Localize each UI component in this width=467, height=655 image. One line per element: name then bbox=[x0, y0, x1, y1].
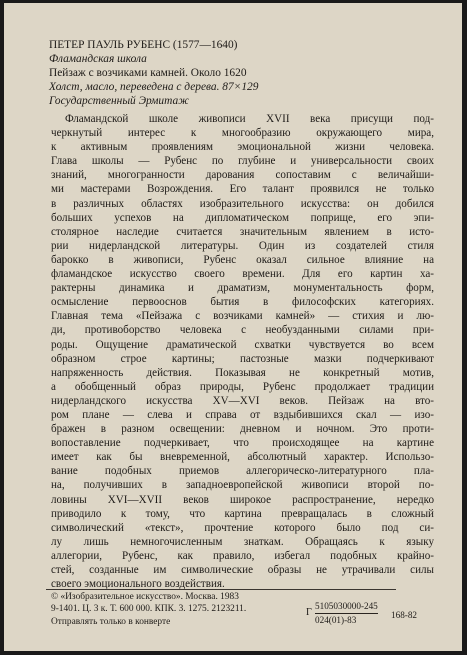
body-line: рактерны динамика и драматизм, монументальность форм, bbox=[51, 282, 434, 295]
description-text bbox=[51, 112, 434, 591]
art-school: Фламандская школа bbox=[49, 53, 147, 65]
body-line: символический «текст», прочтение которого было под си- bbox=[51, 521, 434, 534]
mailing-note: Отправлять только в конверте bbox=[51, 616, 171, 627]
code-side: 168-82 bbox=[391, 610, 418, 620]
artist-name: ПЕТЕР ПАУЛЬ РУБЕНС (1577—1640) bbox=[49, 39, 238, 51]
body-line: лу лишь немногочисленным знаткам. Обращаясь к языку bbox=[51, 535, 434, 548]
copyright-line: © «Изобразительное искусство». Москва. 1983 bbox=[51, 592, 239, 602]
body-line: нидерландского искусства XV—XVI веков. Пейзаж на вто- bbox=[51, 394, 434, 407]
code-letter: Г bbox=[306, 607, 312, 618]
body-line: к активным проявлениям эмоциональной жизни человека. bbox=[51, 141, 434, 154]
body-line: ми мастерами Возрождения. Его талант проявился не только bbox=[51, 183, 434, 196]
body-line: Фламандской школе живописи XVII века присущи под- bbox=[65, 113, 434, 125]
publisher-info bbox=[51, 591, 246, 628]
body-line: ром плане — слева и справа от вздыбившихся скал — изо- bbox=[51, 408, 434, 421]
body-line: на, получивших в западноевропейской живописи второй по- bbox=[51, 479, 434, 492]
body-line: больших успехов на дипломатическом поприще, его эпи- bbox=[51, 211, 434, 224]
body-line: осмысление первооснов бытия в философских категориях. bbox=[51, 296, 434, 309]
body-line: ловины XVI—XVII веков широкое распространение, нередко bbox=[51, 493, 434, 506]
body-line: фламандское искусство своего времени. Для его картин ха- bbox=[51, 268, 434, 281]
body-line: ди, противоборство человека с необузданными силами при- bbox=[51, 324, 434, 337]
body-line: столярное наследие считается значительным явлением в исто- bbox=[51, 225, 434, 238]
code-numerator: 5105030000-245 bbox=[315, 601, 378, 614]
body-line: вопоставление подчеркивает, что происходящее на картине bbox=[51, 437, 434, 450]
body-line: барокко в живописи, Рубенс оказал сильное влияние на bbox=[51, 253, 434, 266]
body-line: приводило к тому, что картина превращалась в сложный bbox=[51, 507, 434, 520]
body-line: имеет как бы вневременной, абсолютный характер. Использо- bbox=[51, 451, 434, 464]
print-info-line: 9-1401. Ц. 3 к. Т. 600 000. КПК. 3. 1275. 2123211. bbox=[51, 604, 247, 615]
postcard-back bbox=[4, 3, 462, 651]
museum-name: Государственный Эрмитаж bbox=[49, 95, 189, 107]
body-line: Главная тема «Пейзажа с возчиками камней» — стихия и лю- bbox=[51, 310, 434, 323]
body-line: бражен в разном освещении: дневном и ночном. Это проти- bbox=[51, 423, 434, 436]
body-line: стей, созданные им символические образы не утрачивали силы bbox=[51, 564, 434, 576]
code-fraction bbox=[315, 601, 378, 626]
code-denominator: 024(01)-83 bbox=[315, 615, 357, 625]
body-line: знаний, многогранности дарования сопоставим с величайши- bbox=[51, 169, 434, 182]
body-line: Глава школы — Рубенс по глубине и универсальности своих bbox=[51, 155, 434, 168]
body-line: вание подобных приемов аллегорическо-литературного пла- bbox=[51, 465, 434, 478]
artwork-title: Пейзаж с возчиками камней. Около 1620 bbox=[49, 67, 247, 79]
body-line: напряженность действия. Показывая не конкретный мотив, bbox=[51, 366, 434, 379]
artwork-technique: Холст, масло, переведена с дерева. 87×129 bbox=[49, 81, 259, 93]
artwork-caption bbox=[49, 38, 449, 108]
body-line: черкнутый интерес к многообразию окружающего мира, bbox=[51, 127, 434, 140]
body-line: а обобщенный образ природы, Рубенс продолжает традиции bbox=[51, 380, 434, 393]
body-line: аллегории, Рубенс, как правило, избегал подобных крайно- bbox=[51, 549, 434, 562]
body-line: образном строе картины; пастозные мазки подчеркивают bbox=[51, 352, 434, 365]
footer-divider bbox=[46, 589, 396, 590]
body-line: в различных областях изобразительного искусства: он добился bbox=[51, 197, 434, 210]
body-line: роды. Ощущение драматической схватки чувствуется во всем bbox=[51, 338, 434, 351]
body-line: рии нидерландской литературы. Один из создателей стиля bbox=[51, 239, 434, 252]
body-line: своего эмоционального воздействия. bbox=[51, 578, 225, 591]
